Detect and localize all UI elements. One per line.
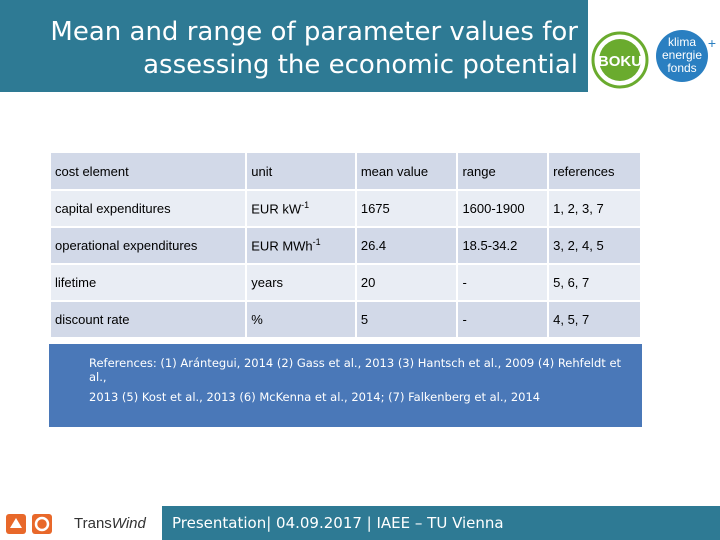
references-line1: References: (1) Arántegui, 2014 (2) Gass et al., 2013 (3) Hantsch et al., 2009 (4) Rehfeldt et al., [89, 356, 622, 384]
cell-unit [246, 227, 356, 264]
footer-logos [6, 512, 54, 536]
header-unit: unit [246, 152, 356, 190]
cell-range: 18.5-34.2 [457, 227, 548, 264]
brand-prefix: Trans [74, 515, 112, 532]
klima-logo-line3: fonds [667, 61, 697, 75]
slide-title-line1: Mean and range of parameter values for [50, 17, 578, 47]
cell-mean: 5 [356, 301, 458, 338]
header-references: references [548, 152, 641, 190]
cell-cost-element: discount rate [50, 301, 246, 338]
brand-suffix: Wind [111, 515, 146, 532]
cell-unit [246, 190, 356, 227]
cell-mean: 20 [356, 264, 458, 301]
klima-logo-line2: energie [661, 48, 703, 62]
unit-base: EUR MWh [251, 238, 313, 254]
references-line2: 2013 (5) Kost et al., 2013 (6) McKenna et al., 2014; (7) Falkenberg et al., 2014 [89, 390, 541, 404]
cell-refs: 1, 2, 3, 7 [548, 190, 641, 227]
klima-logo-plus: + [707, 35, 717, 51]
table-row [50, 190, 641, 227]
cell-range: 1600-1900 [457, 190, 548, 227]
references-box [49, 344, 642, 427]
cell-range: - [457, 264, 548, 301]
unit-sup: -1 [301, 200, 310, 211]
footer-bar [162, 506, 720, 540]
slide-title [18, 16, 578, 82]
unit-base: % [251, 312, 263, 327]
table-row [50, 264, 641, 301]
cell-range: - [457, 301, 548, 338]
header-range: range [457, 152, 548, 190]
title-bar [0, 0, 588, 92]
cell-cost-element: operational expenditures [50, 227, 246, 264]
cell-refs: 5, 6, 7 [548, 264, 641, 301]
transwind-brand [74, 515, 146, 532]
boku-logo-text: BOKU [597, 53, 643, 70]
klima-logo-line1: klima [667, 35, 697, 49]
cell-refs: 3, 2, 4, 5 [548, 227, 641, 264]
cell-mean: 26.4 [356, 227, 458, 264]
table-row [50, 301, 641, 338]
cell-cost-element: capital expenditures [50, 190, 246, 227]
table-row [50, 227, 641, 264]
klima-energie-fonds-logo [652, 28, 718, 84]
cell-unit [246, 264, 356, 301]
footer-text: Presentation| 04.09.2017 | IAEE – TU Vienna [172, 514, 504, 532]
header-mean-value: mean value [356, 152, 458, 190]
slide-title-line2: assessing the economic potential [143, 50, 578, 80]
cell-unit [246, 301, 356, 338]
header-cost-element: cost element [50, 152, 246, 190]
boku-logo [590, 30, 650, 90]
unit-base: EUR kW [251, 201, 302, 217]
unit-base: years [251, 275, 284, 290]
cell-cost-element: lifetime [50, 264, 246, 301]
unit-sup: -1 [312, 237, 321, 248]
cell-mean: 1675 [356, 190, 458, 227]
cell-refs: 4, 5, 7 [548, 301, 641, 338]
table-header-row [50, 152, 641, 190]
parameter-table [49, 151, 642, 339]
